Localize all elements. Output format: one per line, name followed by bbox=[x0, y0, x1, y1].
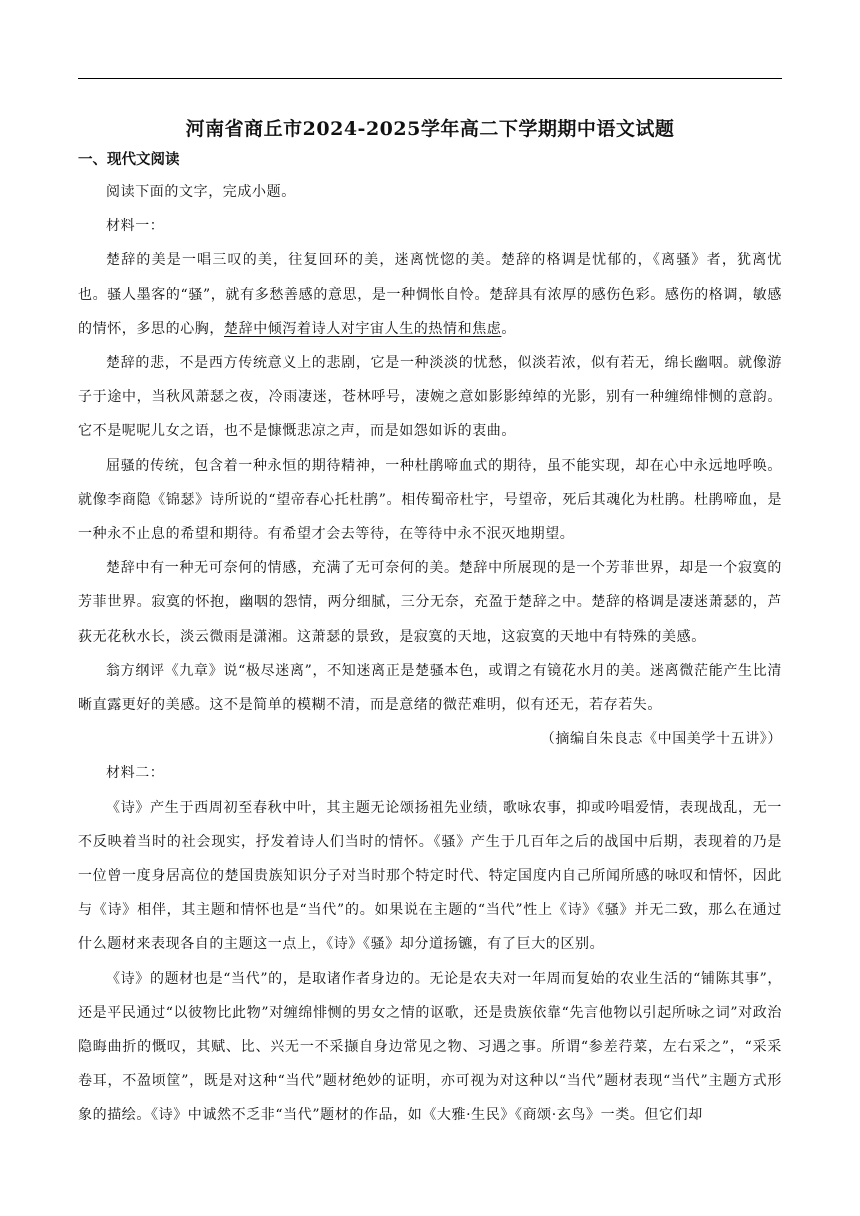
instruction: 阅读下面的文字，完成小题。 bbox=[106, 184, 296, 200]
material1-paragraph-5: 翁方纲评《九章》说“极尽迷离”，不知迷离正是楚骚本色，或谓之有镜花水月的美。迷离微茫能产生比清晰直露更好的美感。这不是简单的模糊不清，而是意绪的微茫难明，似有还无，若存若失。 bbox=[78, 662, 782, 714]
material1-paragraph-3: 屈骚的传统，包含着一种永恒的期待精神，一种杜鹃啼血式的期待，虽不能实现，却在心中永远地呼唤。就像李商隐《锦瑟》诗所说的“望帝春心托杜鹃”。相传蜀帝杜宇，号望帝，死后其魂化为杜鹃。杜鹃啼血，是一种永不止息的希望和期待。有希望才会去等待，在等待中永不泯灭地期望。 bbox=[78, 457, 782, 543]
document-body bbox=[78, 175, 782, 1133]
material1-paragraph-2: 楚辞的悲，不是西方传统意义上的悲剧，它是一种淡淡的忧愁，似淡若浓，似有若无，绵长幽咽。就像游子于途中，当秋风萧瑟之夜，冷雨凄迷，苍林呼号，凄婉之意如影影绰绰的光影，别有一种缠绵悱恻的意韵。它不是呢呢儿女之语，也不是慷慨悲凉之声，而是如怨如诉的衷曲。 bbox=[78, 355, 782, 440]
paragraph-text: 楚辞的美是一唱三叹的美，往复回环的美，迷离恍惚的美。楚辞的格调是忧郁的，《离骚》者，犹离忧也。骚人墨客的“骚”，就有多愁善感的意思，是一种惆怅自怜。楚辞具有浓厚的感伤色彩。感伤的格调，敏感的情怀，多思的心胸， bbox=[78, 252, 782, 337]
section-heading: 一、现代文阅读 bbox=[78, 151, 180, 168]
material2-label: 材料二： bbox=[106, 765, 165, 782]
material1-label: 材料一： bbox=[106, 218, 165, 235]
material2-paragraph-2: 《诗》的题材也是“当代”的，是取诸作者身边的。无论是农夫对一年周而复始的农业生活的“铺陈其事”，还是平民通过“以彼物比此物”对缠绵悱恻的男女之情的讴歌，还是贵族依靠“先言他物以引起所咏之词”对政治隐晦曲折的慨叹，其赋、比、兴无一不采撷自身边常见之物、习遇之事。所谓“参差荇菜，左右采之”，“采采卷耳，不盈顷筐”，既是对这种“当代”题材绝妙的证明，亦可视为对这种以“当代”题材表现“当代”主题方式形象的描绘。《诗》中诚然不乏非“当代”题材的作品，如《大雅·生民》《商颂·玄鸟》一类。但它们却 bbox=[78, 970, 782, 1124]
material1-paragraph-1 bbox=[78, 243, 782, 346]
material1-paragraph-4: 楚辞中有一种无可奈何的情感，充满了无可奈何的美。楚辞中所展现的是一个芳菲世界，却是一个寂寞的芳菲世界。寂寞的怀抱，幽咽的怨情，两分细腻，三分无奈，充盈于楚辞之中。楚辞的格调是凄迷萧瑟的，芦荻无花秋水长，淡云微雨是潇湘。这萧瑟的景致，是寂寞的天地，这寂寞的天地中有特殊的美感。 bbox=[78, 560, 782, 645]
page-title: 河南省商丘市2024-2025学年高二下学期期中语文试题 bbox=[185, 118, 675, 140]
underlined-sentence: 楚辞中倾泻着诗人对宇宙人生的热情和焦虑 bbox=[224, 320, 502, 337]
header-rule bbox=[78, 78, 782, 79]
material1-source: （摘编自朱良志《中国美学十五讲》） bbox=[540, 731, 782, 748]
material2-paragraph-1: 《诗》产生于西周初至春秋中叶，其主题无论颂扬祖先业绩，歌咏农事，抑或吟唱爱情，表现战乱，无一不反映着当时的社会现实，抒发着诗人们当时的情怀。《骚》产生于几百年之后的战国中后期，表现着的乃是一位曾一度身居高位的楚国贵族知识分子对当时那个特定时代、特定国度内自己所闻所感的咏叹和情怀，因此与《诗》相伴，其主题和情怀也是“当代”的。如果说在主题的“当代”性上《诗》《骚》并无二致，那么在通过什么题材来表现各自的主题这一点上，《诗》《骚》却分道扬镳，有了巨大的区别。 bbox=[78, 799, 782, 953]
paragraph-text: 。 bbox=[501, 320, 517, 337]
